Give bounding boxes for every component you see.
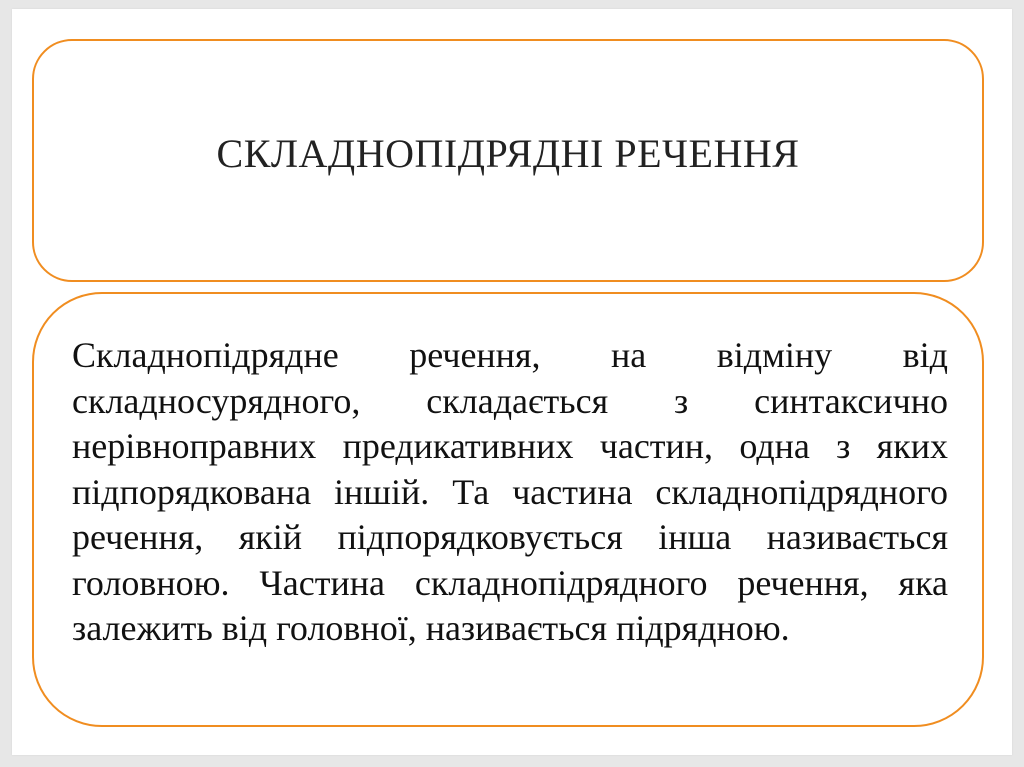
slide-title: СКЛАДНОПІДРЯДНІ РЕЧЕННЯ	[216, 131, 800, 176]
slide	[12, 9, 1012, 755]
content-box	[32, 292, 984, 727]
slide-body-text: Складнопідрядне речення, на відміну від складносурядного, складається з синтаксично нерівноправних предикативних частин, одна з яких підпорядкована іншій. Та частина складнопідрядного речення, якій підпорядковується інша називається головною. Частина складнопідрядного речення, яка залежить від головної, називається підрядною.	[72, 335, 948, 648]
title-box	[32, 39, 984, 282]
